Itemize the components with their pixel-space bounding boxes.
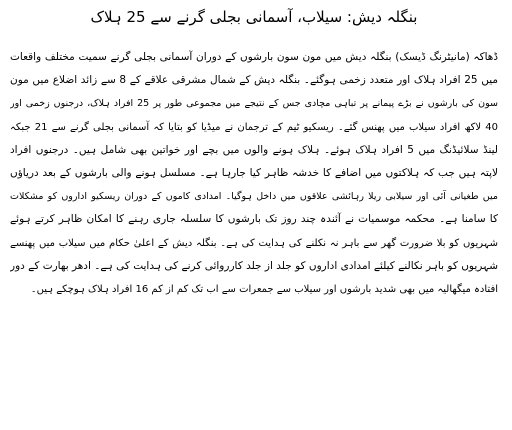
article-line: سون کی بارشوں نے بڑے پیمانے پر تباہی مچادی جس کے نتیجے میں مجموعی طور پر 25 افراد ہلاک، درجنوں زخمی اور (10, 98, 498, 110)
article-line: لاپتہ ہیں جب کہ ہلاکتوں میں اضافے کا خدشہ ظاہر کیا جارہا ہے۔ مسلسل ہونے والی بارشوں کے بعد دریاؤں (10, 166, 498, 179)
article-line: ڈھاکہ (مانیٹرنگ ڈیسک) بنگلہ دیش میں مون سون بارشوں کے دوران آسمانی بجلی گرنے سمیت مختلف واقعات (10, 51, 498, 63)
article-headline: بنگلہ دیش: سیلاب، آسمانی بجلی گرنے سے 25 ہلاک (90, 8, 418, 26)
article-line: شہریوں کو باہر نکالنے کیلئے امدادی اداروں کو جلد از جلد کارروائی کرنے کی ہدایت کی ہے۔ ادھر بھارت کے دور (10, 259, 498, 272)
article-line: 40 لاکھ افراد سیلاب میں پھنس گئے۔ ریسکیو ٹیم کے ترجمان نے میڈیا کو بتایا کہ آسمانی بجلی گرنے سے 21 جبکہ (10, 121, 498, 133)
article-line: کا سامنا ہے۔ محکمہ موسمیات نے آئندہ چند روز تک بارشوں کا سلسلہ جاری رہنے کا امکان ظاہر کرتے ہوئے (10, 213, 498, 226)
article-line: افتادہ میگھالیہ میں بھی شدید بارشوں اور سیلاب سے جمعرات سے اب تک کم از کم 16 افراد ہلاک ہوچکے ہیں۔ (30, 283, 498, 295)
article-line: میں 25 افراد ہلاک اور متعدد زخمی ہوگئے۔ بنگلہ دیش کے شمال مشرقی علاقے کے 8 سے زائد اضلاع میں مون (10, 74, 498, 87)
article-body (10, 46, 498, 301)
article-line: لینڈ سلائیڈنگ میں 5 افراد ہلاک ہوئے۔ ہلاک ہونے والوں میں بچے اور خواتین بھی شامل ہیں۔ درجنوں افراد (10, 143, 498, 156)
article-line: شہریوں کو بلا ضرورت گھر سے باہر نہ نکلنے کی ہدایت کی ہے۔ بنگلہ دیش کے اعلیٰ حکام میں سیلاب میں پھنسے (10, 237, 498, 249)
article-line: میں طغیانی آئی اور سیلابی ریلا رہائشی علاقوں میں داخل ہوگیا۔ امدادی کاموں کے دوران ریسکیو اداروں کو مشکلات (10, 191, 498, 203)
